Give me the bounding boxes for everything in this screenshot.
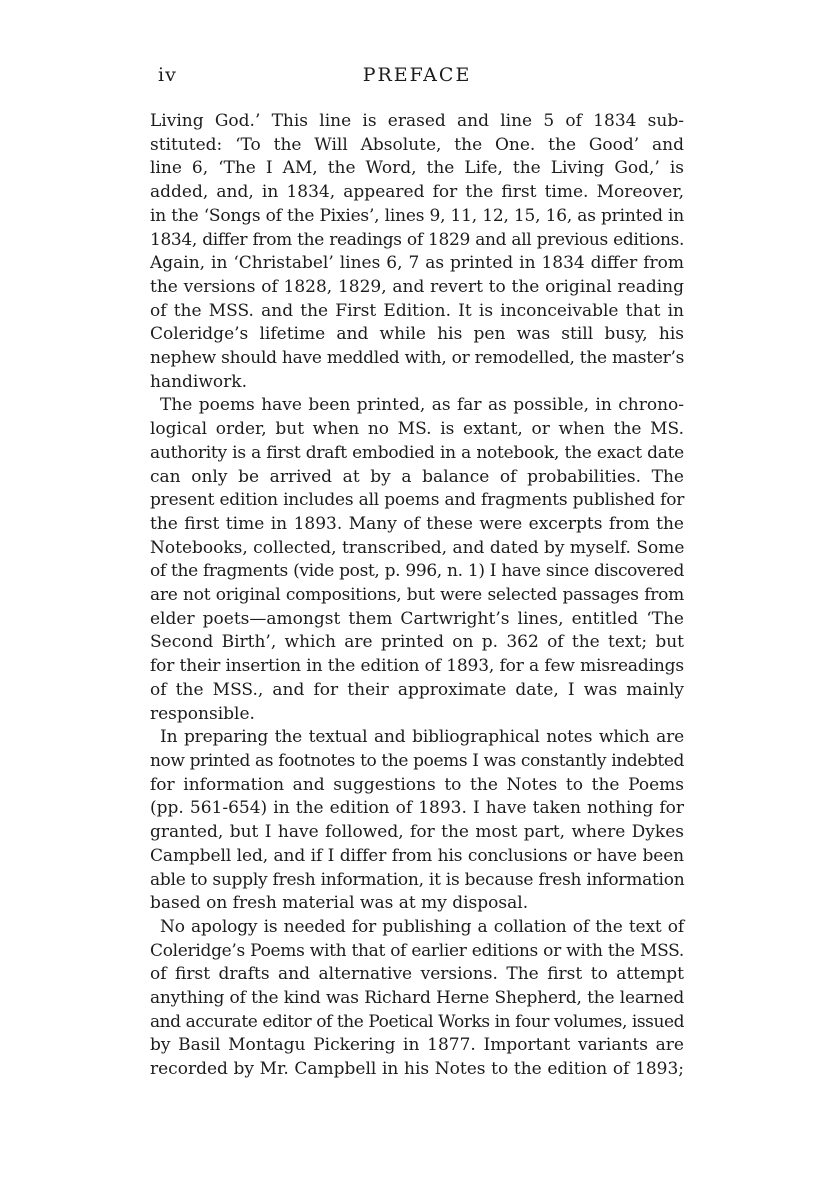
text-line: able to supply fresh information, it is because fresh information <box>150 869 685 890</box>
text-line: the first time in 1893. Many of these were excerpts from the <box>150 513 684 534</box>
text-line: Living God.’ This line is erased and line 5 of 1834 sub- <box>150 111 684 131</box>
text-line: of the MSS., and for their approximate date, I was mainly <box>150 679 684 700</box>
paragraph-2 <box>150 394 684 726</box>
text-line: The poems have been printed, as far as possible, in chrono- <box>160 395 684 416</box>
text-line: handiwork. <box>150 371 247 392</box>
text-line: Campbell led, and if I differ from his conclusions or have been <box>150 845 684 866</box>
body-text <box>150 110 684 1082</box>
text-line: Second Birth’, which are printed on p. 362 of the text; but <box>150 632 684 653</box>
text-line: 1834, differ from the readings of 1829 and all previous editions. <box>150 229 684 250</box>
text-line: Again, in ‘Christabel’ lines 6, 7 as printed in 1834 differ from <box>150 253 684 274</box>
text-line: and accurate editor of the Poetical Works in four volumes, issued <box>150 1011 684 1032</box>
text-line: anything of the kind was Richard Herne Shepherd, the learned <box>150 988 684 1009</box>
paragraph-4 <box>150 916 684 1082</box>
text-line: can only be arrived at by a balance of probabilities. The <box>150 466 684 487</box>
text-line: present edition includes all poems and fragments published for <box>150 490 685 511</box>
text-line: authority is a first draft embodied in a notebook, the exact date <box>150 442 684 463</box>
text-line: Coleridge’s Poems with that of earlier editions or with the MSS. <box>150 940 684 961</box>
paragraph-3 <box>150 726 684 916</box>
page-header <box>150 64 684 98</box>
text-line: In preparing the textual and bibliographical notes which are <box>160 727 684 748</box>
text-line: granted, but I have followed, for the most part, where Dykes <box>150 822 684 843</box>
text-line: Notebooks, collected, transcribed, and dated by myself. Some <box>150 537 685 558</box>
text-line: in the ‘Songs of the Pixies’, lines 9, 11, 12, 15, 16, as printed in <box>150 205 684 226</box>
text-line: recorded by Mr. Campbell in his Notes to the edition of 1893; <box>150 1059 684 1080</box>
text-line: No apology is needed for publishing a collation of the text of <box>160 916 684 937</box>
text-line: now printed as footnotes to the poems I was constantly indebted <box>150 750 684 771</box>
running-head: PREFACE <box>362 64 472 86</box>
text-line: of first drafts and alternative versions. The first to attempt <box>150 964 684 985</box>
text-line: of the MSS. and the First Edition. It is inconceivable that in <box>150 300 684 321</box>
text-line: line 6, ‘The I AM, the Word, the Life, the Living God,’ is <box>150 158 684 179</box>
text-line: added, and, in 1834, appeared for the first time. Moreover, <box>150 182 684 203</box>
text-line: nephew should have meddled with, or remodelled, the master’s <box>150 348 685 369</box>
text-line: based on fresh material was at my disposal. <box>150 893 529 914</box>
text-line: logical order, but when no MS. is extant, or when the MS. <box>150 419 684 440</box>
text-line: (pp. 561-654) in the edition of 1893. I have taken nothing for <box>150 798 684 819</box>
text-line: are not original compositions, but were selected passages from <box>150 585 684 606</box>
text-line: responsible. <box>150 703 255 724</box>
page-number: iv <box>158 64 177 86</box>
text-line: by Basil Montagu Pickering in 1877. Important variants are <box>150 1035 684 1056</box>
book-page <box>150 64 684 1082</box>
text-line: for information and suggestions to the Notes to the Poems <box>150 774 684 795</box>
text-line: of the fragments (vide post, p. 996, n. 1) I have since discovered <box>150 561 684 582</box>
text-line: elder poets—amongst them Cartwright’s lines, entitled ‘The <box>150 608 684 629</box>
text-line: for their insertion in the edition of 1893, for a few misreadings <box>150 656 684 677</box>
text-line: Coleridge’s lifetime and while his pen was still busy, his <box>150 324 684 345</box>
text-line: the versions of 1828, 1829, and revert to the original reading <box>150 276 684 297</box>
paragraph-1 <box>150 110 684 394</box>
text-line: stituted: ‘To the Will Absolute, the One. the Good’ and <box>150 134 684 155</box>
